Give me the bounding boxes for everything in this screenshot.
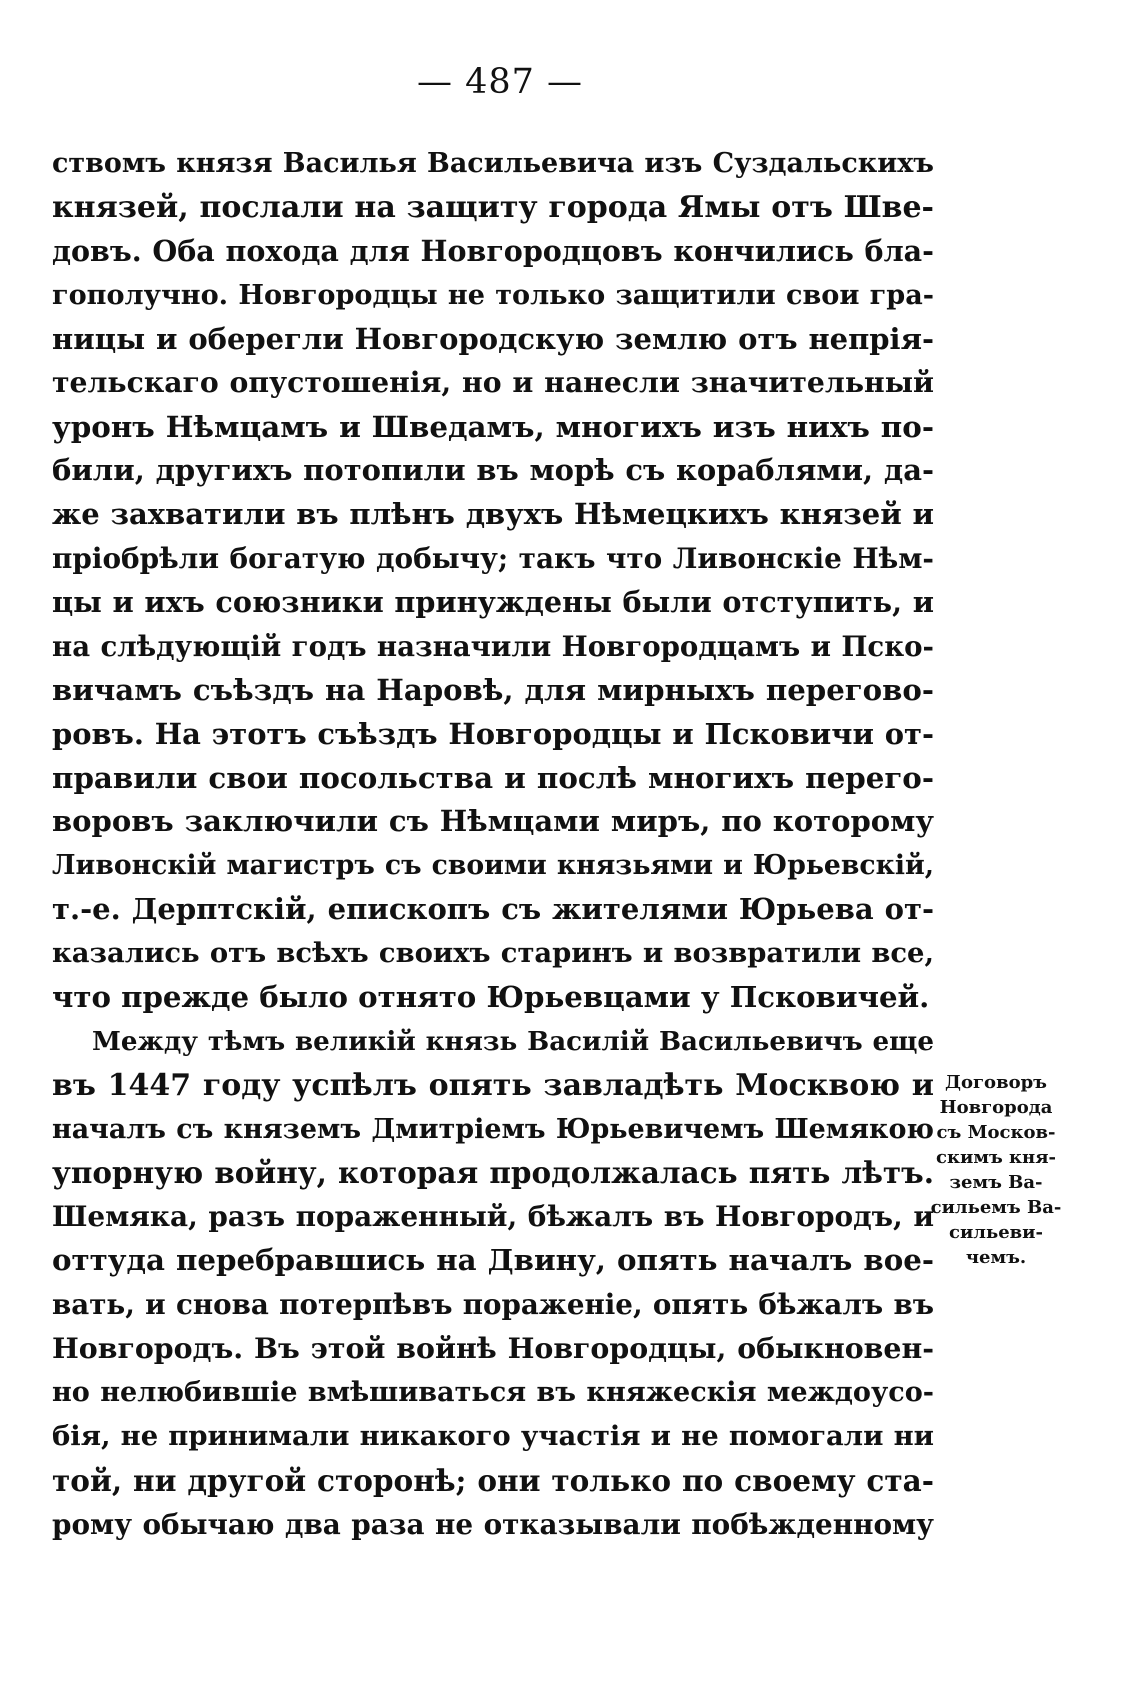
text-line: били, другихъ потопили въ морѣ съ кораблями, да- <box>52 453 934 488</box>
text-line: ровъ. На этотъ съѣздъ Новгородцы и Псковичи от- <box>52 716 934 751</box>
text-line: прiобрѣли богатую добычу; такъ что Ливонскiе Нѣм- <box>52 542 934 576</box>
text-line: гополучно. Новгородцы не только защитили свои гра- <box>52 279 934 311</box>
text-line: уронъ Нѣмцамъ и Шведамъ, многихъ изъ нихъ по- <box>52 409 934 445</box>
text-line: вать, и снова потерпѣвъ пораженiе, опять бѣжалъ въ <box>52 1288 934 1322</box>
margin-note-line: Договоръ <box>945 1072 1047 1093</box>
text-line: той, ни другой сторонѣ; они только по своему ста- <box>52 1462 934 1498</box>
text-line: же захватили въ плѣнъ двухъ Нѣмецкихъ князей и <box>52 497 934 532</box>
text-line: т.-е. Дерптскiй, епископъ съ жителями Юрьева от- <box>52 892 934 927</box>
text-line: но нелюбившiе вмѣшиваться въ княжескiя междоусо- <box>52 1376 934 1408</box>
margin-note-line: Новгорода <box>939 1097 1053 1118</box>
text-line: Ливонскiй магистръ съ своими князьями и Юрьевскiй, <box>52 850 934 882</box>
body-text <box>52 142 934 1547</box>
text-line: началъ съ княземъ Дмитрiемъ Юрьевичемъ Шемякою <box>52 1113 934 1145</box>
text-line: Между тѣмъ великiй князь Василiй Васильевичъ еще <box>92 1025 934 1057</box>
text-line: что прежде было отнято Юрьевцами у Псковичей. <box>52 979 930 1014</box>
text-line: оттуда перебравшись на Двину, опять началъ вое- <box>52 1243 934 1278</box>
text-line: ницы и оберегли Новгородскую землю отъ непрiя- <box>52 321 934 356</box>
margin-note-line: сильеви- <box>949 1222 1043 1243</box>
text-line: Новгородъ. Въ этой войнѣ Новгородцы, обыкновен- <box>52 1331 934 1366</box>
text-line: Шемяка, разъ пораженный, бѣжалъ въ Новгородъ, и <box>52 1200 934 1234</box>
text-line: вичамъ съѣздъ на Наровѣ, для мирныхъ перегово- <box>52 672 934 707</box>
text-line: тельскаго опустошенiя, но и нанесли значительный <box>52 365 934 400</box>
text-line: казались отъ всѣхъ своихъ старинъ и возвратили все, <box>52 937 934 970</box>
text-line: цы и ихъ союзники принуждены были отступить, и <box>52 584 934 619</box>
text-line: ствомъ князя Василья Васильевича изъ Суздальскихъ <box>52 148 934 179</box>
text-line: воровъ заключили съ Нѣмцами миръ, по которому <box>52 804 934 839</box>
text-line: въ 1447 году успѣлъ опять завладѣть Москвою и <box>52 1067 934 1103</box>
margin-note-line: земъ Ва- <box>949 1172 1043 1193</box>
margin-note <box>930 1070 1062 1270</box>
page-number: — 487 — <box>416 62 584 102</box>
text-line: на слѣдующiй годъ назначили Новгородцамъ и Пско- <box>52 629 934 663</box>
text-line: упорную войну, которая продолжалась пять лѣтъ. <box>52 1155 934 1191</box>
margin-note-line: чемъ. <box>965 1247 1027 1268</box>
text-line: рому обычаю два раза не отказывали побѣжденному <box>52 1507 934 1541</box>
text-line: бiя, не принимали никакого участiя и не помогали ни <box>52 1419 934 1452</box>
text-line: правили свои посольства и послѣ многихъ перего- <box>52 760 934 796</box>
text-line: князей, послали на защиту города Ямы отъ Шве- <box>52 189 934 225</box>
margin-note-line: скимъ кня- <box>936 1147 1056 1168</box>
text-line: довъ. Оба похода для Новгородцовъ кончились бла- <box>52 233 934 268</box>
margin-note-line: съ Москов- <box>936 1122 1056 1143</box>
margin-note-line: сильемъ Ва- <box>930 1197 1062 1218</box>
